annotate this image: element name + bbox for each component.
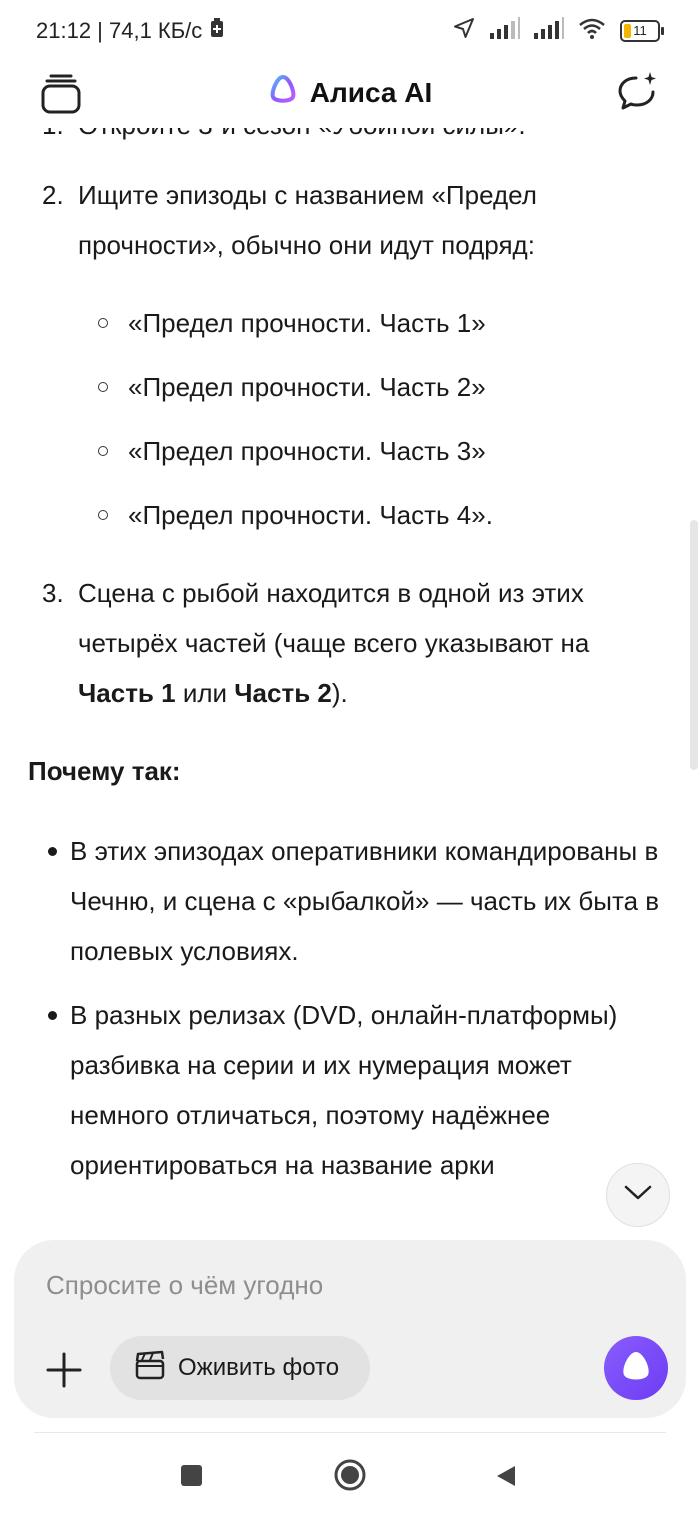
sub-list-item: «Предел прочности. Часть 3» — [0, 426, 700, 476]
new-chat-icon[interactable] — [616, 70, 660, 114]
wifi-icon — [578, 17, 606, 44]
bullet-item: В разных релизах (DVD, онлайн-платформы) разбивка на серии и их нумерация может немного отличаться, поэтому надёжнее ориентироваться на название арки — [0, 990, 700, 1190]
clapperboard-icon — [134, 1349, 166, 1388]
battery-icon — [620, 20, 660, 42]
animate-photo-button[interactable] — [110, 1336, 370, 1400]
battery-level: 11 — [633, 22, 647, 38]
list-item-step-3: 3. Сцена с рыбой находится в одной из этих четырёх частей (чаще всего указывают на Часть 1 или Часть 2). — [42, 578, 590, 708]
prompt-input[interactable] — [46, 1270, 586, 1301]
system-nav-bar — [0, 1440, 700, 1517]
section-heading: Почему так: — [28, 756, 181, 786]
page-title: Алиса AI — [309, 76, 433, 108]
bullet-item: В этих эпизодах оперативники командированы в Чечню, и сцена с «рыбалкой» — часть их быта в полевых условиях. — [0, 826, 700, 976]
chevron-down-icon — [623, 1184, 653, 1207]
divider — [34, 1432, 666, 1433]
alice-voice-icon — [618, 1348, 654, 1389]
scrollbar[interactable] — [690, 520, 698, 770]
status-time-speed: 21:12 | 74,1 КБ/с — [36, 18, 203, 43]
app-header — [0, 62, 700, 128]
list-item-step-2: 2. Ищите эпизоды с названием «Предел прочности», обычно они идут подряд: — [42, 180, 537, 260]
signal-icon-1 — [490, 17, 520, 44]
home-icon[interactable] — [334, 1459, 366, 1491]
status-right — [452, 16, 660, 45]
status-left — [36, 18, 224, 44]
sub-list-item: «Предел прочности. Часть 1» — [0, 298, 700, 348]
add-attachment-button[interactable] — [40, 1346, 88, 1394]
alice-logo-icon — [268, 74, 298, 111]
sub-list-item: «Предел прочности. Часть 4». — [0, 490, 700, 540]
signal-icon-2 — [534, 17, 564, 44]
page-title-group — [0, 74, 700, 111]
back-icon[interactable] — [494, 1464, 518, 1488]
status-bar — [0, 0, 700, 62]
chat-content[interactable] — [0, 128, 700, 1240]
plus-icon — [40, 1381, 88, 1398]
sub-list-item: «Предел прочности. Часть 2» — [0, 362, 700, 412]
composer-panel — [14, 1240, 686, 1418]
answer-text — [0, 100, 700, 1190]
recent-apps-icon[interactable] — [181, 1465, 202, 1486]
alice-voice-button[interactable] — [604, 1336, 668, 1400]
animate-photo-label: Оживить фото — [178, 1354, 340, 1381]
location-icon — [452, 16, 476, 45]
scroll-down-button[interactable] — [606, 1163, 670, 1227]
battery-saver-icon — [210, 18, 224, 44]
